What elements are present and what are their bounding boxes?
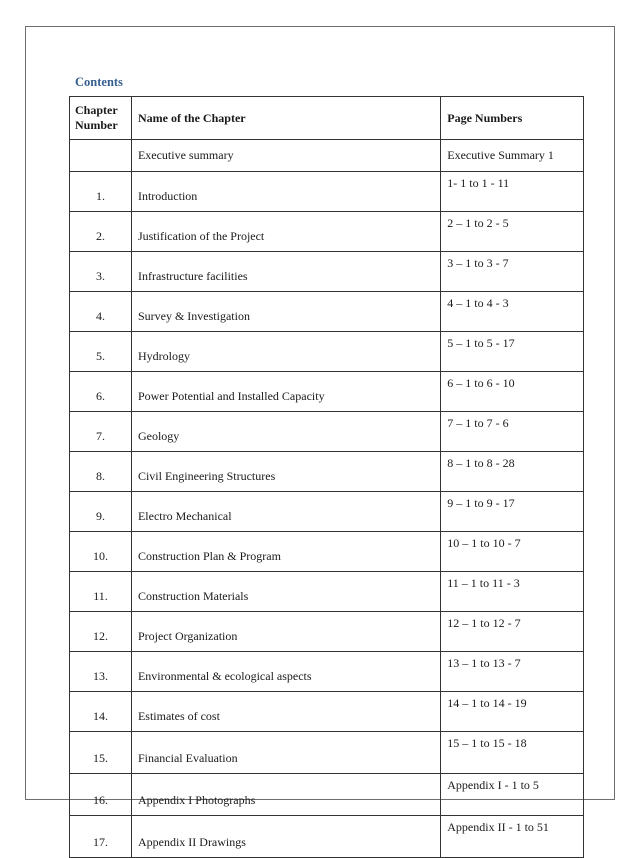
chapter-name-cell: Electro Mechanical	[131, 492, 440, 532]
table-row	[70, 572, 584, 612]
chapter-number-cell: 12.	[70, 612, 132, 652]
chapter-pages-cell: 2 – 1 to 2 - 5	[441, 212, 584, 252]
chapter-number-cell: 14.	[70, 692, 132, 732]
chapter-number-cell: 13.	[70, 652, 132, 692]
chapter-name-cell: Construction Materials	[131, 572, 440, 612]
table-row	[70, 774, 584, 816]
table-row	[70, 412, 584, 452]
table-row	[70, 372, 584, 412]
chapter-name-cell: Power Potential and Installed Capacity	[131, 372, 440, 412]
contents-table-body	[70, 97, 584, 858]
chapter-pages-cell: 3 – 1 to 3 - 7	[441, 252, 584, 292]
chapter-pages-cell: 7 – 1 to 7 - 6	[441, 412, 584, 452]
chapter-pages-cell: 5 – 1 to 5 - 17	[441, 332, 584, 372]
chapter-number-cell: 6.	[70, 372, 132, 412]
chapter-pages-cell: Appendix II - 1 to 51	[441, 816, 584, 858]
chapter-number-cell: 8.	[70, 452, 132, 492]
table-row	[70, 816, 584, 858]
chapter-name-cell: Financial Evaluation	[131, 732, 440, 774]
chapter-name-cell: Appendix I Photographs	[131, 774, 440, 816]
chapter-name-cell: Appendix II Drawings	[131, 816, 440, 858]
chapter-name-cell: Hydrology	[131, 332, 440, 372]
chapter-name-cell: Environmental & ecological aspects	[131, 652, 440, 692]
chapter-number-cell: 7.	[70, 412, 132, 452]
table-row	[70, 252, 584, 292]
chapter-pages-cell: 4 – 1 to 4 - 3	[441, 292, 584, 332]
header-page-numbers: Page Numbers	[441, 97, 584, 140]
executive-pages-cell: Executive Summary 1	[441, 140, 584, 172]
chapter-pages-cell: 13 – 1 to 13 - 7	[441, 652, 584, 692]
chapter-number-cell: 11.	[70, 572, 132, 612]
chapter-pages-cell: 15 – 1 to 15 - 18	[441, 732, 584, 774]
chapter-name-cell: Civil Engineering Structures	[131, 452, 440, 492]
chapter-name-cell: Infrastructure facilities	[131, 252, 440, 292]
chapter-pages-cell: 1- 1 to 1 - 11	[441, 172, 584, 212]
table-row	[70, 452, 584, 492]
chapter-name-cell: Construction Plan & Program	[131, 532, 440, 572]
table-row	[70, 492, 584, 532]
chapter-number-cell: 1.	[70, 172, 132, 212]
chapter-number-cell: 9.	[70, 492, 132, 532]
chapter-pages-cell: Appendix I - 1 to 5	[441, 774, 584, 816]
executive-number-cell	[70, 140, 132, 172]
header-chapter-number: Chapter Number	[70, 97, 132, 140]
chapter-pages-cell: 11 – 1 to 11 - 3	[441, 572, 584, 612]
table-row	[70, 692, 584, 732]
chapter-pages-cell: 14 – 1 to 14 - 19	[441, 692, 584, 732]
table-row	[70, 292, 584, 332]
table-row	[70, 732, 584, 774]
chapter-name-cell: Survey & Investigation	[131, 292, 440, 332]
table-header-row	[70, 97, 584, 140]
table-row	[70, 212, 584, 252]
chapter-name-cell: Introduction	[131, 172, 440, 212]
chapter-name-cell: Justification of the Project	[131, 212, 440, 252]
chapter-pages-cell: 12 – 1 to 12 - 7	[441, 612, 584, 652]
chapter-number-cell: 16.	[70, 774, 132, 816]
table-row	[70, 532, 584, 572]
table-row	[70, 612, 584, 652]
header-chapter-name: Name of the Chapter	[131, 97, 440, 140]
executive-summary-row	[70, 140, 584, 172]
chapter-number-cell: 17.	[70, 816, 132, 858]
chapter-pages-cell: 10 – 1 to 10 - 7	[441, 532, 584, 572]
chapter-name-cell: Geology	[131, 412, 440, 452]
table-row	[70, 332, 584, 372]
executive-name-cell: Executive summary	[131, 140, 440, 172]
chapter-pages-cell: 8 – 1 to 8 - 28	[441, 452, 584, 492]
chapter-number-cell: 2.	[70, 212, 132, 252]
table-row	[70, 172, 584, 212]
chapter-name-cell: Estimates of cost	[131, 692, 440, 732]
chapter-number-cell: 10.	[70, 532, 132, 572]
chapter-number-cell: 15.	[70, 732, 132, 774]
table-row	[70, 652, 584, 692]
chapter-name-cell: Project Organization	[131, 612, 440, 652]
chapter-number-cell: 5.	[70, 332, 132, 372]
chapter-number-cell: 3.	[70, 252, 132, 292]
contents-table	[69, 96, 584, 858]
chapter-number-cell: 4.	[70, 292, 132, 332]
contents-heading: Contents	[75, 75, 123, 89]
chapter-pages-cell: 6 – 1 to 6 - 10	[441, 372, 584, 412]
chapter-pages-cell: 9 – 1 to 9 - 17	[441, 492, 584, 532]
